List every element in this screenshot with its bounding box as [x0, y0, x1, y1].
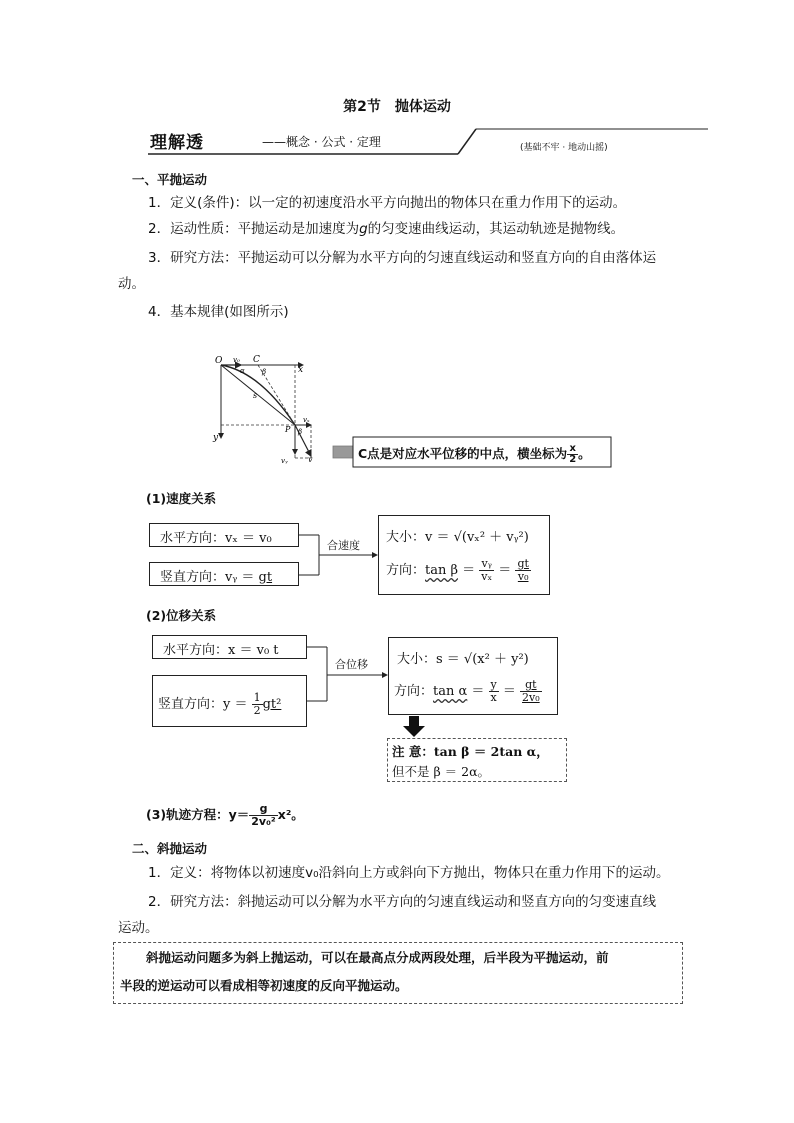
- figure-note: C点是对应水平位移的中点，横坐标为 $\frac{x}{2}$ 。: [358, 443, 591, 465]
- down-arrow-icon: [402, 716, 426, 738]
- sec2-heading: 二、斜抛运动: [132, 841, 208, 856]
- velocity-label: (1)速度关系: [146, 491, 217, 506]
- velocity-horizontal: 水平方向：vₓ ＝ v₀: [160, 531, 272, 546]
- displacement-combine-label: 合位移: [335, 658, 368, 671]
- velocity-direction: 方向：tan β ＝ $\frac{\text{vᵧ}}{\text{vₓ}}$ ＝ $\frac{gt}{\text{v₀}}$: [386, 557, 529, 583]
- label-x: x: [298, 365, 304, 375]
- sec2-p2b: 运动。: [118, 920, 159, 936]
- tip-line2: 半段的逆运动可以看成相等初速度的反向平抛运动。: [120, 978, 408, 993]
- label-vy: vᵧ: [281, 457, 288, 465]
- velocity-vertical: 竖直方向：vᵧ ＝ gt: [160, 570, 273, 585]
- displacement-vertical: 竖直方向：y ＝ $\frac{1}{2}$ gt²: [158, 691, 282, 717]
- label-vx: vₓ: [303, 416, 310, 424]
- velocity-magnitude: 大小：v ＝ √(vₓ² ＋ vᵧ²): [386, 530, 529, 545]
- trajectory-equation: (3)轨迹方程：y＝ $\frac{g}{\text{2v₀²}}$ x²。: [146, 802, 304, 828]
- velocity-combine-label: 合速度: [327, 539, 360, 552]
- sec2-p1: 1．定义：将物体以初速度v₀沿斜向上方或斜向下方抛出，物体只在重力作用下的运动。: [148, 865, 670, 881]
- tip-line1: 斜抛运动问题多为斜上抛运动，可以在最高点分成两段处理，后半段为平抛运动，前: [146, 950, 609, 965]
- label-C: C: [253, 355, 260, 365]
- displacement-note-line1: 注 意：tan β ＝ 2tan α，: [392, 744, 549, 759]
- sec2-p2a: 2．研究方法：斜抛运动可以分解为水平方向的匀速直线运动和竖直方向的匀变速直线: [148, 894, 657, 910]
- sec1-p1: 1．定义(条件)：以一定的初速度沿水平方向抛出的物体只在重力作用下的运动。: [148, 195, 627, 211]
- displacement-direction: 方向：tan α ＝ $\frac{y}{x}$ ＝ $\frac{gt}{\text{2v₀}}$: [394, 678, 540, 704]
- displacement-connector: [307, 645, 389, 705]
- label-O: O: [215, 356, 223, 366]
- banner-sub: ——概念 · 公式 · 定理: [262, 135, 381, 149]
- sec1-p2: 2．运动性质：平抛运动是加速度为g的匀变速曲线运动，其运动轨迹是抛物线。: [148, 221, 625, 237]
- page-title: 第2节 抛体运动: [343, 99, 451, 115]
- label-v0: v₀: [233, 356, 240, 364]
- displacement-magnitude: 大小：s ＝ √(x² ＋ y²): [397, 652, 529, 667]
- label-v: v: [308, 455, 313, 464]
- sec1-p4: 4．基本规律(如图所示): [148, 304, 289, 320]
- label-P: P: [285, 425, 291, 434]
- displacement-note-line2: 但不是 β ＝ 2α。: [392, 764, 491, 779]
- banner-main: 理解透: [150, 133, 204, 153]
- label-beta-c: β: [262, 368, 267, 376]
- sec1-heading: 一、平抛运动: [132, 172, 208, 187]
- label-y: y: [213, 433, 219, 443]
- label-beta-p: β: [298, 428, 303, 436]
- banner-note: (基础不牢 · 地动山摇): [520, 143, 608, 153]
- displacement-label: (2)位移关系: [146, 608, 217, 623]
- label-alpha: α: [240, 367, 245, 375]
- sec1-p3b: 动。: [118, 276, 145, 292]
- sec1-p3a: 3．研究方法：平抛运动可以分解为水平方向的匀速直线运动和竖直方向的自由落体运: [148, 250, 657, 266]
- displacement-horizontal: 水平方向：x ＝ v₀ t: [163, 643, 279, 658]
- section-banner: [148, 126, 708, 156]
- label-s: s: [253, 391, 258, 400]
